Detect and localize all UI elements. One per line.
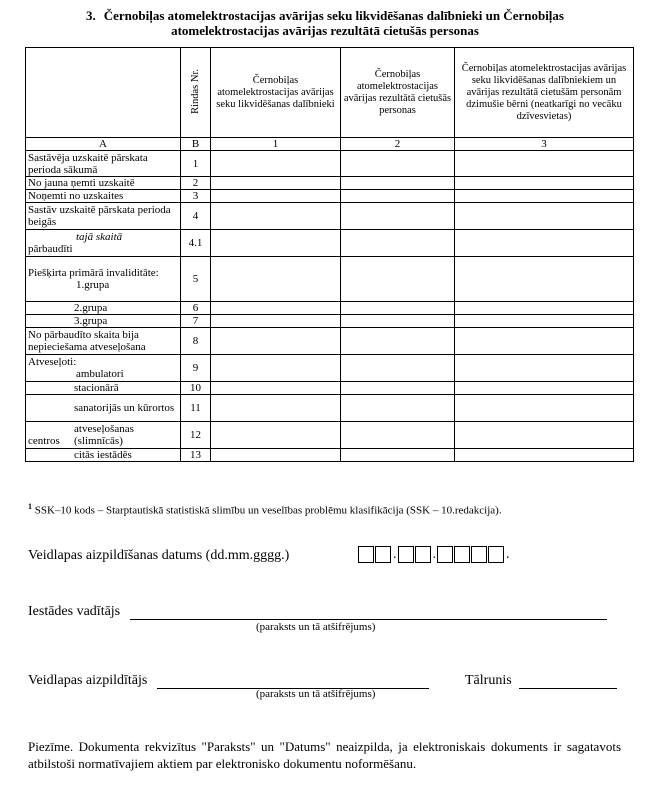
row-label-text: atveseļošanas (slimnīcās) <box>74 423 134 447</box>
data-cell[interactable] <box>211 395 341 422</box>
head-row <box>28 604 607 620</box>
date-row <box>28 548 289 564</box>
data-cell[interactable] <box>211 422 341 449</box>
date-box-d2[interactable] <box>375 546 391 563</box>
row-label: Sastāv uzskaitē pārskata perioda beigās <box>26 203 181 230</box>
data-cell[interactable] <box>455 449 634 462</box>
row-number: 10 <box>181 382 211 395</box>
data-cell[interactable] <box>341 190 455 203</box>
header-rindas-nr: Rindas Nr. <box>181 48 211 138</box>
date-box-y2[interactable] <box>454 546 470 563</box>
table-row <box>26 422 634 449</box>
data-cell[interactable] <box>211 328 341 355</box>
row-number: 13 <box>181 449 211 462</box>
data-cell[interactable] <box>341 328 455 355</box>
data-cell[interactable] <box>455 302 634 315</box>
report-table <box>25 47 634 462</box>
data-cell[interactable] <box>211 177 341 190</box>
data-cell[interactable] <box>211 355 341 382</box>
data-cell[interactable] <box>211 190 341 203</box>
data-cell[interactable] <box>211 230 341 257</box>
letter-3: 3 <box>455 138 634 151</box>
table-row <box>26 355 634 382</box>
row-number: 7 <box>181 315 211 328</box>
table-row <box>26 177 634 190</box>
row-label-sub: 1.grupa <box>76 279 110 291</box>
head-label: Iestādes vadītājs <box>28 604 121 619</box>
data-cell[interactable] <box>341 302 455 315</box>
row-number: 11 <box>181 395 211 422</box>
data-cell[interactable] <box>455 315 634 328</box>
table-row <box>26 190 634 203</box>
row-number: 2 <box>181 177 211 190</box>
head-signature-caption: (paraksts un tā atšifrējums) <box>256 621 376 633</box>
data-cell[interactable] <box>211 382 341 395</box>
phone-label: Tālrunis <box>465 673 512 688</box>
row-number: 5 <box>181 257 211 302</box>
row-label: Noņemti no uzskaites <box>26 190 181 203</box>
row-number: 6 <box>181 302 211 315</box>
date-label: Veidlapas aizpildīšanas datums (dd.mm.gggg.) <box>28 548 290 563</box>
row-label-text: Atveseļoti: <box>28 356 77 368</box>
data-cell[interactable] <box>455 151 634 177</box>
row-label <box>26 355 181 382</box>
table-row <box>26 449 634 462</box>
data-cell[interactable] <box>341 230 455 257</box>
row-label: stacionārā <box>26 382 181 395</box>
data-cell[interactable] <box>211 449 341 462</box>
header-col3: Černobiļas atomelektrostacijas avārijas seku likvidēšanas dalībniekiem un avārijas rezultātā cietušām personām dzimušie bērni (neatkarīgi no vecāku dzīvesvietas) <box>455 48 634 138</box>
filler-signature-caption: (paraksts un tā atšifrējums) <box>256 688 376 700</box>
data-cell[interactable] <box>341 315 455 328</box>
table-row <box>26 203 634 230</box>
data-cell[interactable] <box>341 151 455 177</box>
table-row <box>26 302 634 315</box>
data-cell[interactable] <box>211 151 341 177</box>
row-number: 4.1 <box>181 230 211 257</box>
data-cell[interactable] <box>455 382 634 395</box>
data-cell[interactable] <box>455 355 634 382</box>
row-label-text: pārbaudīti <box>28 243 73 255</box>
data-cell[interactable] <box>341 422 455 449</box>
header-empty <box>26 48 181 138</box>
letter-row <box>26 138 634 151</box>
date-box-y1[interactable] <box>437 546 453 563</box>
data-cell[interactable] <box>341 177 455 190</box>
date-box-m2[interactable] <box>415 546 431 563</box>
footnote <box>28 502 502 517</box>
row-number: 9 <box>181 355 211 382</box>
row-label-sub: ambulatori <box>76 368 124 380</box>
row-label: 3.grupa <box>26 315 181 328</box>
row-label <box>26 422 181 449</box>
data-cell[interactable] <box>455 177 634 190</box>
letter-a: A <box>26 138 181 151</box>
row-number: 8 <box>181 328 211 355</box>
row-label: sanatorijās un kūrortos <box>26 395 181 422</box>
data-cell[interactable] <box>455 328 634 355</box>
row-label-left: centros <box>28 435 60 447</box>
row-label: Sastāvēja uzskaitē pārskata perioda sākumā <box>26 151 181 177</box>
date-box-y4[interactable] <box>488 546 504 563</box>
data-cell[interactable] <box>341 449 455 462</box>
date-box-y3[interactable] <box>471 546 487 563</box>
data-cell[interactable] <box>455 422 634 449</box>
row-label: No pārbaudīto skaita bija nepieciešama atveseļošana <box>26 328 181 355</box>
table-row <box>26 151 634 177</box>
table-row <box>26 395 634 422</box>
data-cell[interactable] <box>211 257 341 302</box>
phone-line[interactable] <box>519 688 617 689</box>
header-row <box>26 48 634 138</box>
row-number: 4 <box>181 203 211 230</box>
row-number: 12 <box>181 422 211 449</box>
table-row <box>26 230 634 257</box>
letter-1: 1 <box>211 138 341 151</box>
row-label <box>26 230 181 257</box>
table-row <box>26 382 634 395</box>
date-separator: . <box>393 547 397 562</box>
data-cell[interactable] <box>341 355 455 382</box>
date-box-m1[interactable] <box>398 546 414 563</box>
header-col1: Černobiļas atomelektrostacijas avārijas seku likvidēšanas dalībnieki <box>211 48 341 138</box>
section-title <box>30 8 620 38</box>
row-label-italic: tajā skaitā <box>76 231 123 243</box>
data-cell[interactable] <box>341 257 455 302</box>
data-cell[interactable] <box>341 395 455 422</box>
date-boxes <box>358 546 511 563</box>
filler-row <box>28 673 429 689</box>
data-cell[interactable] <box>211 302 341 315</box>
row-number: 1 <box>181 151 211 177</box>
data-cell[interactable] <box>455 257 634 302</box>
footnote-text: SSK–10 kods – Starptautiskā statistiskā slimību un veselības problēmu klasifikācija (SSK – 10.redakcija). <box>32 504 502 517</box>
data-cell[interactable] <box>211 203 341 230</box>
date-separator: . <box>432 547 436 562</box>
letter-2: 2 <box>341 138 455 151</box>
data-cell[interactable] <box>211 315 341 328</box>
head-signature-line[interactable] <box>130 619 607 620</box>
section-title-line1: Černobiļas atomelektrostacijas avārijas seku likvidēšanas dalībnieki un Černobiļas <box>103 8 564 23</box>
table-row <box>26 328 634 355</box>
row-label: No jauna ņemti uzskaitē <box>26 177 181 190</box>
date-box-d1[interactable] <box>358 546 374 563</box>
filler-label: Veidlapas aizpildītājs <box>28 673 148 688</box>
section-title-line2: atomelektrostacijas avārijas rezultātā cietušās personas <box>171 23 479 38</box>
data-cell[interactable] <box>455 190 634 203</box>
row-number: 3 <box>181 190 211 203</box>
data-cell[interactable] <box>455 395 634 422</box>
phone-row <box>465 673 617 689</box>
header-col2: Černobiļas atomelektrostacijas avārijas rezultātā cietušās personas <box>341 48 455 138</box>
table-row <box>26 315 634 328</box>
data-cell[interactable] <box>455 230 634 257</box>
data-cell[interactable] <box>455 203 634 230</box>
row-label: citās iestādēs <box>26 449 181 462</box>
section-number: 3. <box>86 8 96 23</box>
row-label: 2.grupa <box>26 302 181 315</box>
row-label <box>26 257 181 302</box>
footnote-mark: 1 <box>28 502 32 511</box>
data-cell[interactable] <box>341 203 455 230</box>
data-cell[interactable] <box>341 382 455 395</box>
table-row <box>26 257 634 302</box>
note: Piezīme. Dokumenta rekvizītus "Paraksts" un "Datums" neaizpilda, ja elektroniskais dokuments ir sagatavots atbilstoši normatīvajiem aktiem par elektronisko dokumentu noformēšanu. <box>28 739 621 771</box>
date-separator: . <box>506 547 510 562</box>
row-label-text: Piešķirta primārā invaliditāte: <box>28 267 159 279</box>
letter-b: B <box>181 138 211 151</box>
